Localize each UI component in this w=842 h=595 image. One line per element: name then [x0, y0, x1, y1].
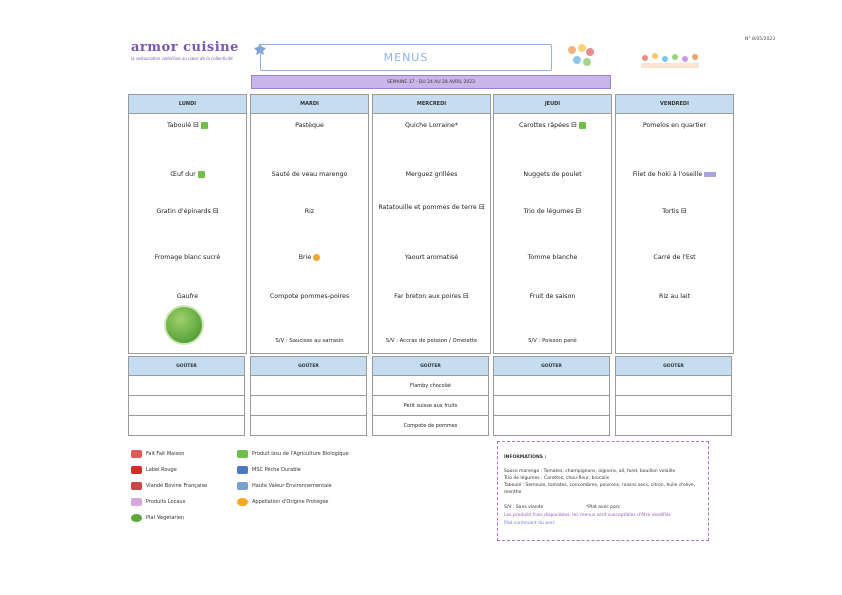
day-header: JEUDI [494, 95, 611, 114]
info-line: Taboulé : Semoule, tomates, concombres, poivrons, raisins secs, citron, huile d'olive, menthe [504, 483, 696, 495]
brand-tagline: la restauration collective au cœur de la collectivité [131, 56, 233, 61]
menu-item: Fruit de saison [529, 293, 576, 300]
organic-icon [201, 122, 208, 129]
menu-item: Far breton aux poires ⊟ [394, 292, 469, 300]
menu-item: Tortis ⊟ [662, 207, 687, 215]
page-title: MENUS [260, 44, 552, 71]
gouter-header: GOÛTER [372, 356, 489, 376]
gouter-tuesday [250, 356, 367, 438]
gouter-row [615, 376, 732, 396]
menu-item: Ratatouille et pommes de terre ⊟ [378, 203, 485, 211]
viande-bovine-icon [131, 482, 142, 490]
aop-icon [313, 254, 320, 261]
gouter-thursday [493, 356, 610, 438]
menu-item: Fromage blanc sucré [154, 254, 221, 261]
gouter-row [250, 376, 367, 396]
information-box [497, 441, 709, 541]
menu-item: Trio de légumes ⊟ [523, 207, 582, 215]
homemade-icon: ⊟ [463, 292, 469, 300]
gouter-row [493, 396, 610, 416]
day-column-tuesday [250, 94, 369, 354]
gouter-monday [128, 356, 245, 438]
info-line: Trio de légumes : Carottes, chou-fleur, brocolis [504, 476, 610, 481]
legend-item: Haute Valeur Environnementale [237, 482, 332, 490]
aop-icon [237, 498, 248, 506]
gouter-friday [615, 356, 732, 438]
menu-item: Nuggets de poulet [523, 171, 582, 178]
organic-icon [237, 450, 248, 458]
porc-label: *Plat avec porc [586, 505, 621, 510]
menu-item: Pomelos en quartier [642, 122, 707, 129]
menu-item: Tomme blanche [527, 254, 578, 261]
sans-viande-option: S/V : Poisson pané [528, 338, 577, 344]
week-banner: SEMAINE 17 - DU 24 AU 28 AVRIL 2023 [251, 75, 611, 89]
msc-icon [237, 466, 248, 474]
vegetarian-icon [131, 514, 142, 522]
day-column-thursday [493, 94, 612, 354]
homemade-icon [131, 450, 142, 458]
gouter-item: Petit suisse aux fruits [372, 396, 489, 416]
menu-item: Pastèque [295, 122, 324, 129]
menu-item: Carottes râpées ⊟ [496, 121, 609, 130]
gouter-wednesday [372, 356, 489, 438]
menu-item: Quiche Lorraine* [405, 122, 458, 129]
gouter-row [128, 376, 245, 396]
gouter-header: GOÛTER [615, 356, 732, 376]
menu-item: Œuf dur [131, 170, 244, 179]
gouter-row [128, 396, 245, 416]
homemade-icon: ⊟ [193, 121, 199, 129]
gouter-row [615, 396, 732, 416]
menu-item: Carré de l'Est [653, 254, 696, 261]
day-header: MERCREDI [373, 95, 490, 114]
menu-item: Yaourt aromatisé [404, 254, 459, 261]
homemade-icon: ⊟ [212, 207, 219, 215]
menu-item: Sauté de veau marengo [271, 171, 348, 178]
gouter-row [493, 416, 610, 436]
gouter-row [493, 376, 610, 396]
organic-icon [198, 171, 205, 178]
gouter-item: Compote de pommes [372, 416, 489, 436]
day-header: LUNDI [129, 95, 246, 114]
info-title: INFORMATIONS : [504, 455, 547, 460]
legend [126, 446, 374, 530]
menu-item: Taboulé ⊟ [131, 121, 244, 130]
legend-item: Appellation d'Origine Protégée [237, 498, 328, 506]
hve-icon [237, 482, 248, 490]
menu-item: Brie [253, 253, 366, 262]
menu-item: Riz au lait [658, 293, 691, 300]
gouter-row [250, 396, 367, 416]
gouter-row [128, 416, 245, 436]
day-header: VENDREDI [616, 95, 733, 114]
gouter-header: GOÛTER [128, 356, 245, 376]
homemade-icon: ⊟ [571, 121, 577, 129]
children-illustration-icon [562, 42, 598, 70]
sv-label: S/V : Sans viande [504, 505, 544, 510]
sans-viande-option: S/V : Accras de poisson / Omelette [385, 338, 478, 344]
gouter-header: GOÛTER [493, 356, 610, 376]
homemade-icon: ⊟ [478, 203, 485, 211]
menu-item: Filet de hoki à l'oseille [618, 170, 731, 179]
homemade-icon: ⊟ [575, 207, 582, 215]
kids-banner-icon [637, 48, 703, 72]
sans-viande-option: S/V : Saucisse au sarrasin [275, 338, 344, 344]
legend-item: Produit Issu de l'Agriculture Biologique [237, 450, 349, 458]
day-header: MARDI [251, 95, 368, 114]
info-note: Les produits frais disponibles, les menus sont susceptibles d'être modifiés [504, 513, 671, 518]
brand-logo: armor cuisine [131, 40, 239, 55]
info-line: Sauce marengo : Tomates, champignons, oignons, ail, fond, bouillon volaille [504, 469, 676, 474]
legend-item: Label Rouge [131, 466, 177, 474]
legend-item: Fait Fait Maison [131, 450, 184, 458]
print-date: N° 8/05/2023 [745, 37, 776, 42]
menu-item: Compote pommes-poires [269, 293, 350, 300]
legend-item: Produits Locaux [131, 498, 186, 506]
vegetarian-leaf-icon [164, 305, 204, 345]
produits-locaux-icon [131, 498, 142, 506]
info-extra: Plat contenant du porc [504, 521, 556, 526]
day-column-wednesday [372, 94, 491, 354]
day-column-friday [615, 94, 734, 354]
label-rouge-icon [131, 466, 142, 474]
msc-icon [704, 172, 716, 177]
gouter-item: Flamby chocolat [372, 376, 489, 396]
gouter-header: GOÛTER [250, 356, 367, 376]
legend-item: Viande Bovine Française [131, 482, 207, 490]
menu-item: Gaufre [176, 293, 199, 300]
day-column-monday [128, 94, 247, 354]
organic-icon [579, 122, 586, 129]
legend-item: MSC Pêche Durable [237, 466, 301, 474]
gouter-row [615, 416, 732, 436]
menu-item: Gratin d'épinards ⊟ [156, 207, 219, 215]
gouter-row [250, 416, 367, 436]
homemade-icon: ⊟ [680, 207, 687, 215]
legend-item: Plat Végétarien [131, 514, 184, 522]
menu-item: Merguez grillées [405, 171, 458, 178]
menu-item: Riz [304, 208, 315, 215]
